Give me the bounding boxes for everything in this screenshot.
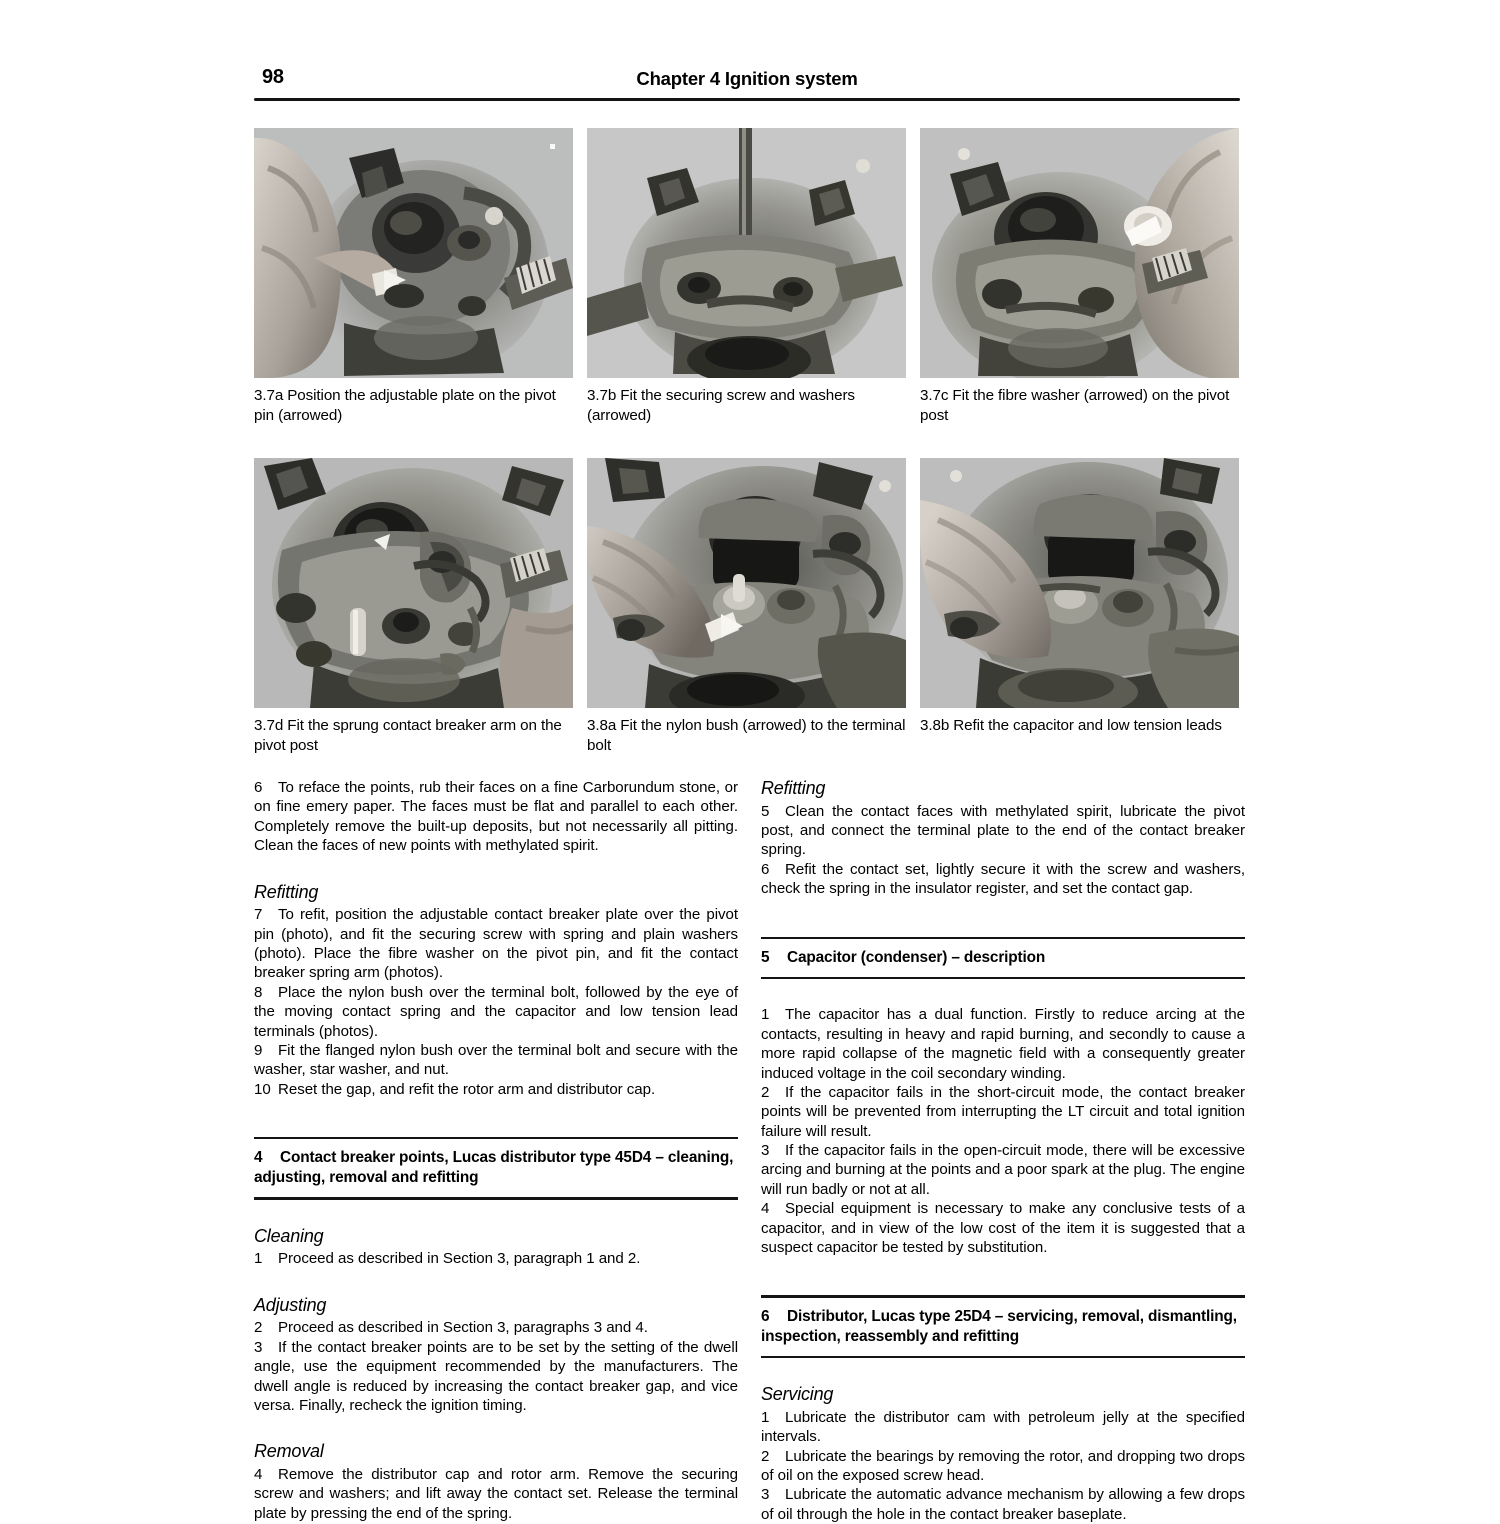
photo-3-7b <box>587 128 906 378</box>
figure-3-8b <box>920 458 1239 756</box>
paragraph-text: Place the nylon bush over the terminal bolt, followed by the eye of the moving contact spring and the capacitor and low tension lead terminals (photos). <box>254 983 738 1040</box>
caption-3-7b: 3.7b Fit the securing screw and washers (arrowed) <box>587 387 855 425</box>
photo-image-3-7d <box>254 458 573 708</box>
photo-image-3-7b <box>587 128 906 378</box>
paragraph-number: 2 <box>761 1083 770 1101</box>
paragraph-text: Lubricate the bearings by removing the rotor, and dropping two drops of oil on the exposed screw head. <box>761 1447 1245 1484</box>
photo-3-8b <box>920 458 1239 708</box>
paragraph-number: 1 <box>761 1408 770 1426</box>
paragraph-a3 <box>254 1338 738 1416</box>
section-number: 6 <box>761 1307 770 1325</box>
subheading-servicing: Servicing <box>761 1384 834 1405</box>
caption-3-8b: 3.8b Refit the capacitor and low tension leads <box>920 717 1222 734</box>
paragraph-text: Clean the contact faces with methylated spirit, lubricate the pivot post, and connect the terminal plate to the end of the contact breaker spring. <box>761 802 1245 859</box>
paragraph-number: 3 <box>761 1142 770 1160</box>
paragraph-text: The capacitor has a dual function. Firstly to reduce arcing at the contacts, resulting in heavy and rapid burning, and secondly to cause a more rapid collapse of the magnetic field with a consequently greater induced voltage in the coil secondary winding. <box>761 1006 1245 1082</box>
paragraph-number: 6 <box>254 779 263 796</box>
paragraph-6-right <box>761 860 1245 899</box>
paragraph-number: 6 <box>761 860 770 878</box>
paragraph-number: 3 <box>254 1338 263 1356</box>
paragraph-text: If the capacitor fails in the short-circuit mode, the contact breaker points will be prevented from interrupting the LT circuit and total ignition failure will result. <box>761 1083 1245 1140</box>
paragraph-text: Fit the flanged nylon bush over the terminal bolt and secure with the washer, star washer, and nut. <box>254 1041 738 1079</box>
paragraph-number: 5 <box>761 802 770 820</box>
paragraph-text: If the contact breaker points are to be set by the setting of the dwell angle, use the equipment recommended by the manufacturers. The dwell angle is reduced by increasing the contact breaker gap, and vice versa. Finally, recheck the ignition timing. <box>254 1338 738 1415</box>
paragraph-r4 <box>254 1465 738 1523</box>
section-number: 5 <box>761 948 770 966</box>
paragraph-text: Remove the distributor cap and rotor arm. Remove the securing screw and washers; and lift away the contact set. Release the terminal plate by pressing the end of the spring. <box>254 1466 738 1522</box>
photo-3-8a <box>587 458 906 708</box>
paragraph-10 <box>254 1080 738 1099</box>
paragraph-52 <box>761 1083 1245 1141</box>
photo-3-7a <box>254 128 573 378</box>
paragraph-text: Lubricate the automatic advance mechanism by allowing a few drops of oil through the hole in the contact breaker baseplate. <box>761 1486 1245 1523</box>
subheading-adjusting: Adjusting <box>254 1294 327 1315</box>
paragraph-number: 4 <box>254 1466 263 1483</box>
paragraph-number: 1 <box>254 1250 263 1268</box>
left-column <box>254 778 738 1524</box>
section-title: Distributor, Lucas type 25D4 – servicing, removal, dismantling, inspection, reassembly and refitting <box>761 1307 1237 1345</box>
paragraph-54 <box>761 1199 1245 1257</box>
paragraph-9 <box>254 1041 738 1080</box>
section-6-heading <box>761 1298 1245 1356</box>
paragraph-51 <box>761 1005 1245 1083</box>
section-title: Capacitor (condenser) – description <box>787 948 1046 966</box>
paragraph-number: 9 <box>254 1041 263 1059</box>
photo-image-3-7c <box>920 128 1239 378</box>
section-4-heading <box>254 1139 738 1197</box>
paragraph-c1 <box>254 1249 738 1268</box>
paragraph-a2 <box>254 1318 738 1337</box>
paragraph-7 <box>254 905 738 983</box>
figure-3-7a <box>254 128 573 426</box>
paragraph-text: If the capacitor fails in the open-circuit mode, there will be excessive arcing and burning at the points and a poor spark at the plug. The engine will run badly or not at all. <box>761 1142 1245 1198</box>
chapter-title: Chapter 4 Ignition system <box>636 68 858 89</box>
paragraph-text: Lubricate the distributor cam with petroleum jelly at the specified intervals. <box>761 1408 1245 1446</box>
figure-3-7b <box>587 128 906 426</box>
paragraph-text: Proceed as described in Section 3, paragraph 1 and 2. <box>278 1250 641 1268</box>
manual-page <box>254 0 1245 1523</box>
photo-3-7d <box>254 458 573 708</box>
paragraph-text: To reface the points, rub their faces on a fine Carborundum stone, or on fine emery paper. The faces must be flat and parallel to each other. Completely remove the built-up deposits, but not necessarily all pitting. Clean the faces of new points with methylated spirit. <box>254 779 738 855</box>
caption-3-8a: 3.8a Fit the nylon bush (arrowed) to the terminal bolt <box>587 717 906 755</box>
paragraph-text: Refit the contact set, lightly secure it with the screw and washers, check the spring in the insulator register, and set the contact gap. <box>761 860 1245 898</box>
caption-3-7c: 3.7c Fit the fibre washer (arrowed) on the pivot post <box>920 387 1230 425</box>
page-header <box>254 66 1240 100</box>
header-divider <box>254 98 1240 101</box>
paragraph-s3 <box>761 1485 1245 1524</box>
right-column <box>761 778 1245 1524</box>
body-columns <box>254 778 1245 1524</box>
subheading-removal: Removal <box>254 1441 324 1462</box>
paragraph-6 <box>254 778 738 856</box>
subheading-refitting-left: Refitting <box>254 881 319 902</box>
photo-image-3-8a <box>587 458 906 708</box>
photo-image-3-7a <box>254 128 573 378</box>
paragraph-number: 4 <box>761 1200 770 1218</box>
paragraph-number: 3 <box>761 1486 770 1504</box>
subheading-refitting-right: Refitting <box>761 778 826 798</box>
paragraph-number: 10 <box>254 1080 271 1098</box>
paragraph-8 <box>254 983 738 1041</box>
photo-3-7c <box>920 128 1239 378</box>
photo-row-bottom <box>254 458 1240 756</box>
paragraph-number: 2 <box>761 1447 770 1465</box>
figure-3-7d <box>254 458 573 756</box>
caption-3-7a: 3.7a Position the adjustable plate on the pivot pin (arrowed) <box>254 387 556 425</box>
paragraph-number: 2 <box>254 1319 263 1337</box>
photo-image-3-8b <box>920 458 1239 708</box>
paragraph-s1 <box>761 1408 1245 1447</box>
subheading-cleaning: Cleaning <box>254 1225 324 1246</box>
section-5-heading <box>761 939 1245 977</box>
paragraph-number: 1 <box>761 1006 770 1024</box>
section-title: Contact breaker points, Lucas distributor type 45D4 – cleaning, adjusting, removal and refitting <box>254 1149 734 1187</box>
paragraph-text: Special equipment is necessary to make any conclusive tests of a capacitor, and in view of the low cost of the item it is suggested that a suspect capacitor be tested by substitution. <box>761 1200 1245 1257</box>
figure-3-7c <box>920 128 1239 426</box>
caption-3-7d: 3.7d Fit the sprung contact breaker arm on the pivot post <box>254 717 562 755</box>
paragraph-s2 <box>761 1447 1245 1486</box>
paragraph-number: 7 <box>254 906 263 924</box>
paragraph-53 <box>761 1141 1245 1199</box>
section-number: 4 <box>254 1149 263 1167</box>
paragraph-number: 8 <box>254 983 263 1001</box>
page-number: 98 <box>262 66 284 88</box>
paragraph-text: Proceed as described in Section 3, paragraphs 3 and 4. <box>278 1319 648 1337</box>
paragraph-5 <box>761 802 1245 860</box>
paragraph-text: Reset the gap, and refit the rotor arm and distributor cap. <box>278 1080 656 1098</box>
paragraph-text: To refit, position the adjustable contact breaker plate over the pivot pin (photo), and fit the securing screw with spring and plain washers (photo). Place the fibre washer on the pivot pin, and fit the contact breaker spring arm (photos). <box>254 906 738 982</box>
photo-row-top <box>254 128 1240 426</box>
figure-3-8a <box>587 458 906 756</box>
